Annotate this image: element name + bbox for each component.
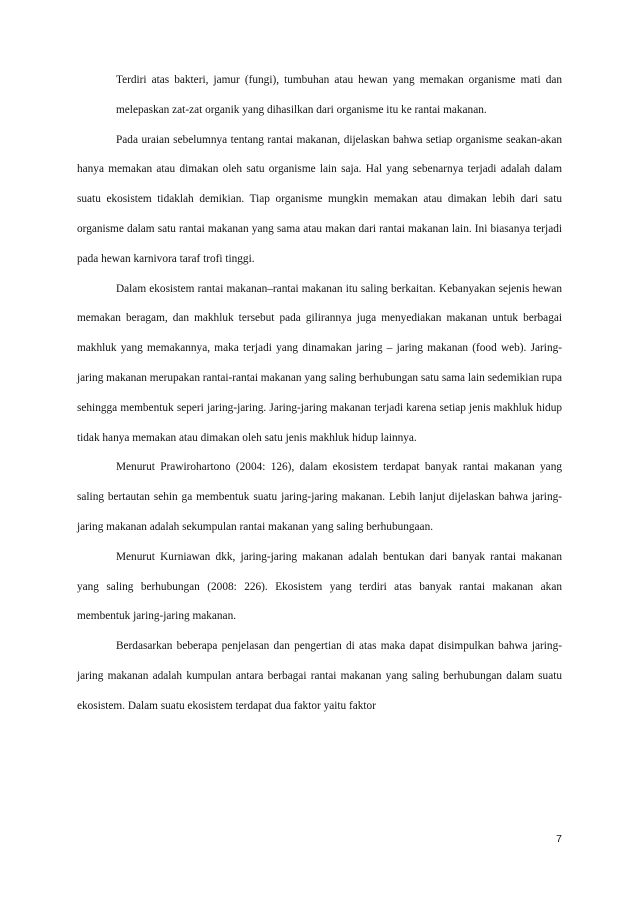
paragraph-decomposer-definition: Terdiri atas bakteri, jamur (fungi), tumbuhan atau hewan yang memakan organisme mati dan melepaskan zat-zat organik yang dihasilkan dari organisme itu ke rantai makanan. [116,74,562,116]
paragraph-food-web: Dalam ekosistem rantai makanan–rantai makanan itu saling berkaitan. Kebanyakan sejenis hewan memakan beragam, dan makhluk tersebut pada gilirannya juga menyediakan makanan untuk berbagai makhluk yang memakannya, maka terjadi yang dinamakan jaring – jaring makanan (food web). Jaring- jaring makanan merupakan rantai-rantai makanan yang saling berhubungan satu sama lain sedemikian rupa sehingga membentuk seperi jaring-jaring. Jaring-jaring makanan terjadi karena setiap jenis makhluk hidup tidak hanya memakan atau dimakan oleh satu jenis makhluk hidup lainnya. [77,282,562,444]
paragraph-kurniawan: Menurut Kurniawan dkk, jaring-jaring makanan adalah bentukan dari banyak rantai makanan yang saling berhubungan (2008: 226). Ekosistem yang terdiri atas banyak rantai makanan akan membentuk jaring-jaring makanan. [77,550,562,623]
paragraph-conclusion: Berdasarkan beberapa penjelasan dan pengertian di atas maka dapat disimpulkan bahwa jaring-jaring makanan adalah kumpulan antara berbagai rantai makanan yang saling berhubungan dalam suatu ekosistem. Dalam suatu ekosistem terdapat dua faktor yaitu faktor [77,640,562,712]
paragraph-prawirohartono: Menurut Prawirohartono (2004: 126), dalam ekosistem terdapat banyak rantai makanan yang saling bertautan sehin ga membentuk suatu jaring-jaring makanan. Lebih lanjut dijelaskan bahwa jaring-jaring makanan adalah sekumpulan rantai makanan yang saling berhubungaan. [77,461,562,533]
paragraph-rantai-makanan: Pada uraian sebelumnya tentang rantai makanan, dijelaskan bahwa setiap organisme seakan-akan hanya memakan atau dimakan oleh satu organisme lain saja. Hal yang sebenarnya terjadi adalah dalam suatu ekosistem tidaklah demikian. Tiap organisme mungkin memakan atau dimakan lebih dari satu organisme dalam satu rantai makanan yang sama atau makan dari rantai makanan lain. Ini biasanya terjadi pada hewan karnivora taraf trofi tinggi. [77,133,562,265]
body-text [77,66,562,722]
page-number: 7 [556,833,562,845]
